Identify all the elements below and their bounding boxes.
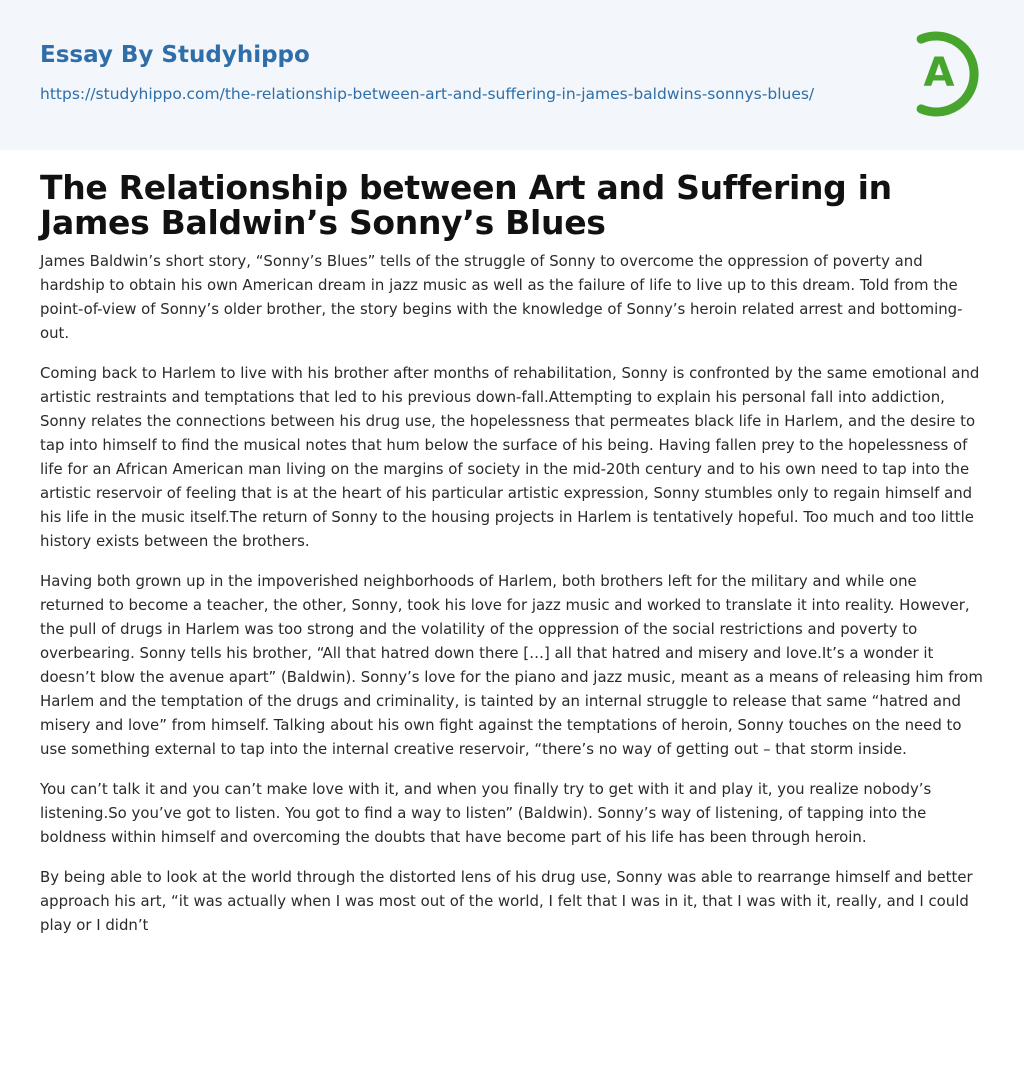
site-brand[interactable]: Essay By Studyhippo [40, 42, 310, 68]
studyhippo-logo-icon[interactable] [896, 28, 988, 120]
essay-paragraph: Coming back to Harlem to live with his brother after months of rehabilitation, Sonny is confronted by the same emotional and artistic restraints and temptations that led to his previous down-fall.Attempting to explain his personal fall into addiction, Sonny relates the connections between his drug use, the hopelessness that permeates black life in Harlem, and the desire to tap into himself to find the musical notes that hum below the surface of his being. Having fallen prey to the hopelessness of life for an African American man living on the margins of society in the mid-20th century and to his own need to tap into the artistic reservoir of feeling that is at the heart of his particular artistic expression, Sonny stumbles only to regain himself and his life in the music itself.The return of Sonny to the housing projects in Harlem is tentatively hopeful. Too much and too little history exists between the brothers. [40, 364, 980, 550]
site-header [0, 0, 1024, 150]
essay-paragraph: James Baldwin’s short story, “Sonny’s Blues” tells of the struggle of Sonny to overcome the oppression of poverty and hardship to obtain his own American dream in jazz music as well as the failure of life to live up to this dream. Told from the point-of-view of Sonny’s older brother, the story begins with the knowledge of Sonny’s heroin related arrest and bottoming-out. [40, 252, 963, 342]
source-url-link[interactable]: https://studyhippo.com/the-relationship-between-art-and-suffering-in-james-baldwins-sonnys-blues/ [40, 85, 815, 103]
essay-paragraph: You can’t talk it and you can’t make love with it, and when you finally try to get with it and play it, you realize nobody’s listening.So you’ve got to listen. You got to find a way to listen” (Baldwin). Sonny’s way of listening, of tapping into the boldness within himself and overcoming the doubts that have become part of his life has been through heroin. [40, 780, 932, 846]
essay-paragraph: Having both grown up in the impoverished neighborhoods of Harlem, both brothers left for the military and while one returned to become a teacher, the other, Sonny, took his love for jazz music and worked to translate it into reality. However, the pull of drugs in Harlem was too strong and the volatility of the oppression of the social restrictions and poverty to overbearing. Sonny tells his brother, “All that hatred down there […] all that hatred and misery and love.It’s a wonder it doesn’t blow the avenue apart” (Baldwin). Sonny’s love for the piano and jazz music, meant as a means of releasing him from Harlem and the temptation of the drugs and criminality, is tainted by an internal struggle to release that same “hatred and misery and love” from himself. Talking about his own fight against the temptations of heroin, Sonny touches on the need to use something external to tap into the internal creative reservoir, “there’s no way of getting out – that storm inside. [40, 572, 983, 758]
essay-body [40, 249, 984, 953]
page-title: The Relationship between Art and Suffering in James Baldwin’s Sonny’s Blues [40, 168, 892, 242]
logo-letter: A [923, 50, 955, 96]
essay-paragraph: By being able to look at the world through the distorted lens of his drug use, Sonny was able to rearrange himself and better approach his art, “it was actually when I was most out of the world, I felt that I was in it, that I was with it, really, and I could play or I didn’t [40, 868, 973, 934]
